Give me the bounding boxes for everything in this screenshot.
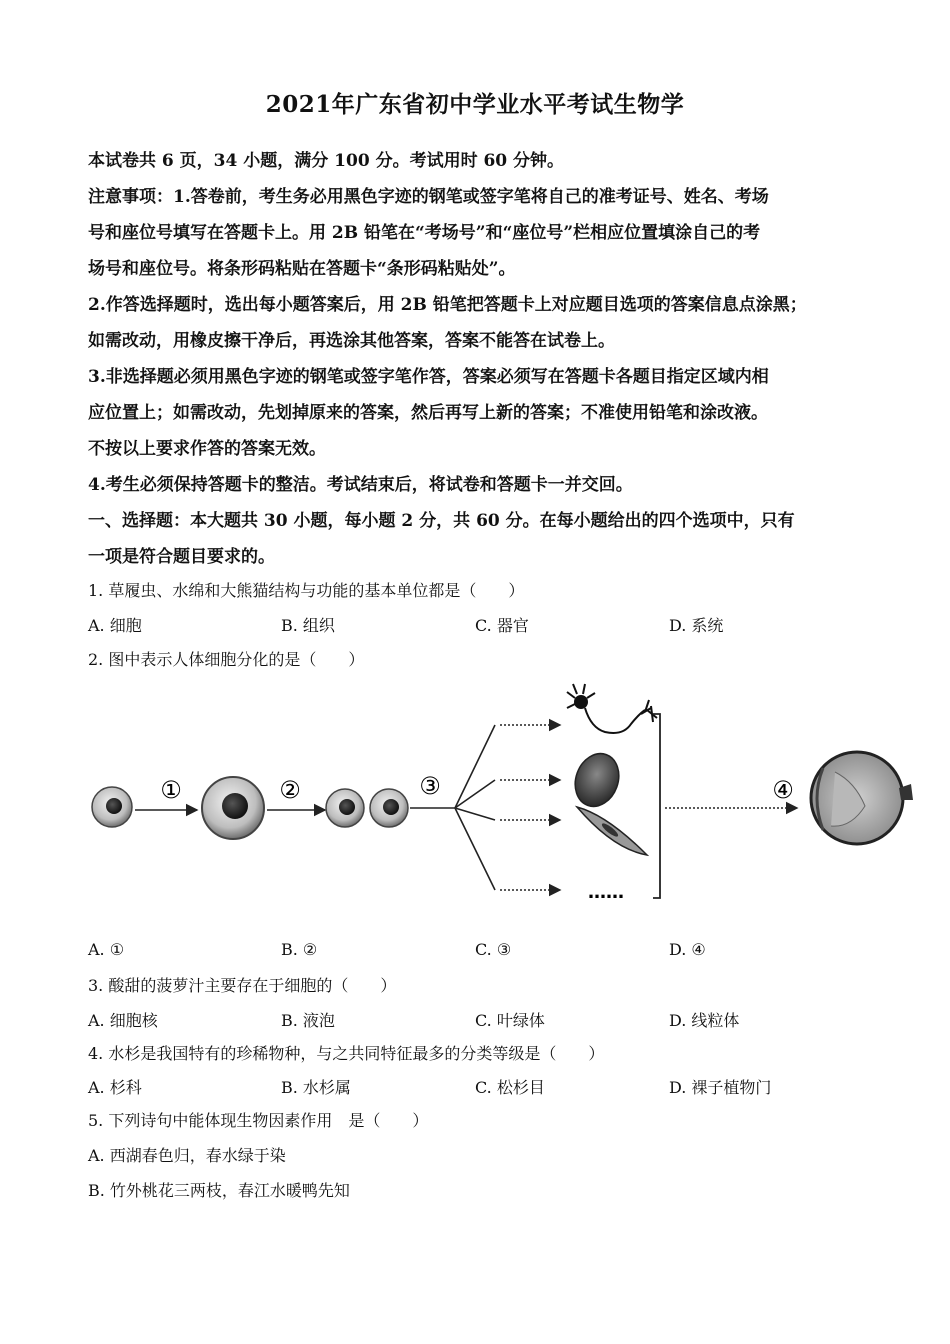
large-cell-icon — [202, 777, 264, 839]
section-heading: 一、选择题：本大题共 30 小题，每小题 2 分，共 60 分。在每小题给出的四个选项中，只有 — [88, 511, 795, 531]
option-b: B. 液泡 — [281, 1011, 335, 1030]
option-a: A. 杉科 — [88, 1078, 142, 1097]
divided-cell-icon — [370, 789, 408, 827]
option-c: C. 松杉目 — [475, 1078, 545, 1097]
red-blood-cell-icon — [568, 747, 626, 812]
option-c: C. 叶绿体 — [475, 1011, 545, 1030]
page-title: 2021年广东省初中学业水平考试生物学 — [265, 91, 685, 118]
option-d: D. 系统 — [669, 616, 724, 635]
option-a: A. 细胞 — [88, 616, 142, 635]
step-label-2: ② — [279, 776, 301, 804]
instruction-line: 2.作答选择题时，选出每小题答案后，用 2B 铅笔把答题卡上对应题目选项的答案信息点涂黑； — [88, 295, 807, 315]
option-a: A. ① — [88, 940, 125, 959]
neuron-icon — [567, 684, 657, 733]
option-d: D. 裸子植物门 — [669, 1078, 772, 1097]
instruction-line: 注意事项：1.答卷前，考生务必用黑色字迹的钢笔或签字笔将自己的准考证号、姓名、考场 — [88, 187, 769, 207]
question-stem: 4. 水杉是我国特有的珍稀物种，与之共同特征最多的分类等级是（ ） — [88, 1044, 605, 1063]
instruction-line: 本试卷共 6 页，34 小题，满分 100 分。考试用时 60 分钟。 — [88, 151, 565, 171]
small-cell-icon — [92, 787, 132, 827]
instruction-line: 4.考生必须保持答题卡的整洁。考试结束后，将试卷和答题卡一并交回。 — [88, 475, 633, 495]
option-d: D. ④ — [669, 940, 706, 959]
step-label-3: ③ — [419, 772, 441, 800]
more-cells-dots: …… — [588, 882, 624, 903]
option-b: B. ② — [281, 940, 318, 959]
option-a: A. 细胞核 — [88, 1011, 158, 1030]
option-a: A. 西湖春色归，春水绿于染 — [88, 1146, 286, 1165]
instruction-line: 应位置上；如需改动，先划掉原来的答案，然后再写上新的答案；不准使用铅笔和涂改液。 — [88, 403, 768, 423]
option-b: B. 组织 — [281, 616, 335, 635]
option-c: C. ③ — [475, 940, 512, 959]
question-stem: 2. 图中表示人体细胞分化的是（ ） — [88, 650, 365, 669]
eye-icon — [811, 752, 913, 844]
instruction-line: 如需改动，用橡皮擦干净后，再选涂其他答案，答案不能答在试卷上。 — [88, 331, 615, 351]
option-b: B. 竹外桃花三两枝，春江水暖鸭先知 — [88, 1181, 350, 1200]
instruction-line: 3.非选择题必须用黑色字迹的钢笔或签字笔作答，答案必须写在答题卡各题目指定区域内相 — [88, 367, 769, 387]
option-d: D. 线粒体 — [669, 1011, 740, 1030]
muscle-cell-icon — [577, 807, 647, 855]
question-stem: 1. 草履虫、水绵和大熊猫结构与功能的基本单位都是（ ） — [88, 581, 525, 600]
instruction-line: 号和座位号填写在答题卡上。用 2B 铅笔在“考场号”和“座位号”栏相应位置填涂自己的考 — [88, 223, 761, 243]
option-c: C. 器官 — [475, 616, 529, 635]
cell-differentiation-diagram — [85, 680, 915, 910]
option-b: B. 水杉属 — [281, 1078, 351, 1097]
step-label-4: ④ — [772, 776, 794, 804]
section-heading: 一项是符合题目要求的。 — [88, 547, 275, 567]
question-stem: 5. 下列诗句中能体现生物因素作用 是（ ） — [88, 1111, 429, 1130]
divided-cell-icon — [326, 789, 364, 827]
instruction-line: 不按以上要求作答的答案无效。 — [88, 439, 326, 459]
step-label-1: ① — [160, 776, 182, 804]
question-stem: 3. 酸甜的菠萝汁主要存在于细胞的（ ） — [88, 976, 397, 995]
branch-lines — [455, 725, 495, 890]
bracket — [653, 714, 660, 898]
instruction-line: 场号和座位号。将条形码粘贴在答题卡“条形码粘贴处”。 — [88, 259, 516, 279]
